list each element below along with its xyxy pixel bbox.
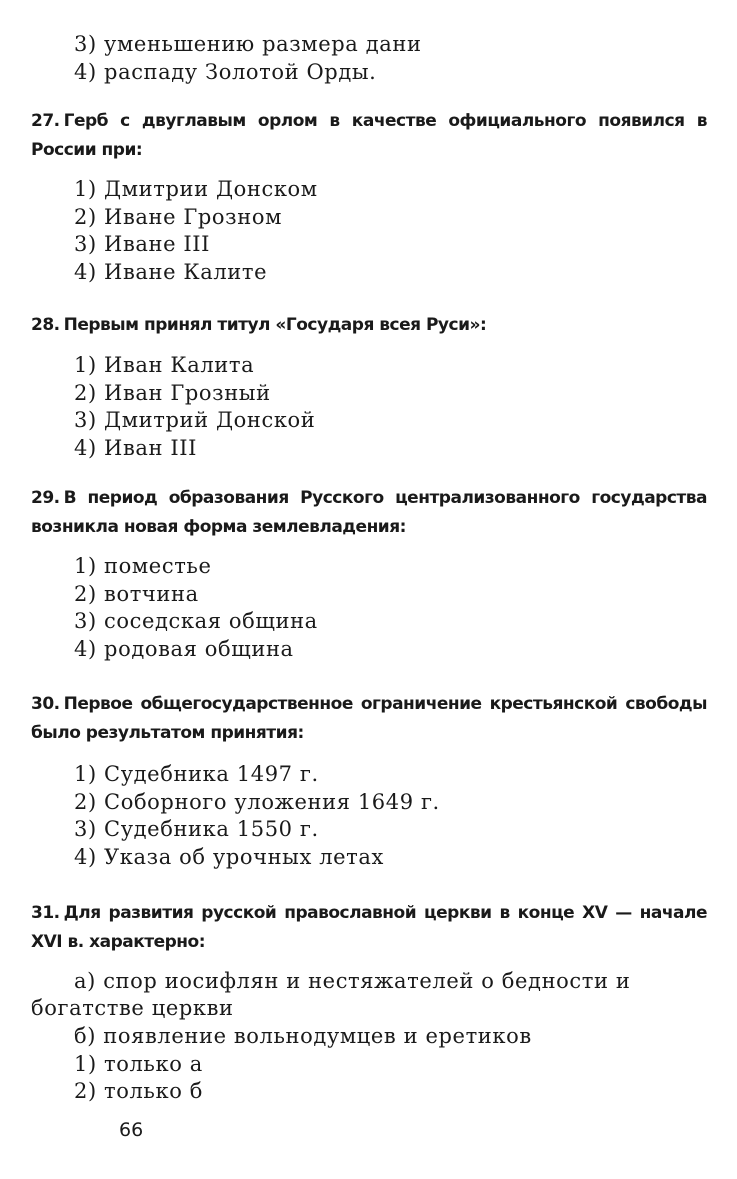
question-31-options <box>74 1023 532 1106</box>
question-number: 30. <box>31 694 60 714</box>
option: 2) Иване Грозном <box>74 204 283 229</box>
question-28-options <box>74 352 315 462</box>
question-28 <box>31 311 707 340</box>
option: 1) поместье <box>74 554 212 578</box>
question-number: 27. <box>31 111 60 131</box>
option: 2) только б <box>74 1079 203 1103</box>
prev-question-options <box>74 31 422 86</box>
option: 4) родовая община <box>74 636 294 661</box>
option: 2) Соборного уложения 1649 г. <box>74 789 440 814</box>
option: 3) соседская община <box>74 609 318 633</box>
option: 4) Иване Калите <box>74 259 268 284</box>
question-31 <box>31 899 707 957</box>
option: 3) Дмитрий Донской <box>74 408 316 432</box>
question-27-options <box>74 176 318 286</box>
option: 1) Судебника 1497 г. <box>74 762 319 786</box>
option: 3) уменьшению размера дани <box>74 32 422 56</box>
question-29-options <box>74 553 318 663</box>
option: 1) только а <box>74 1051 203 1076</box>
question-27 <box>31 107 707 165</box>
option: 1) Иван Калита <box>74 353 255 377</box>
question-text: Первое общегосударственное ограничение крестьянской свободы было результатом принятия: <box>31 694 707 743</box>
question-text: В период образования Русского централизованного государства возникла новая форма землевладения: <box>31 488 707 537</box>
option: 1) Дмитрии Донском <box>74 177 318 201</box>
option: 2) Иван Грозный <box>74 380 271 405</box>
page-number: 66 <box>119 1119 144 1141</box>
statement-a: а) спор иосифлян и нестяжателей о бедности и богатстве церкви <box>31 969 631 1020</box>
option: 3) Судебника 1550 г. <box>74 817 319 841</box>
question-number: 28. <box>31 315 60 335</box>
question-30-options <box>74 761 440 871</box>
question-number: 31. <box>31 903 60 923</box>
option: 4) Указа об урочных летах <box>74 844 384 869</box>
option: 2) вотчина <box>74 581 199 606</box>
option: 3) Иване III <box>74 232 211 256</box>
question-29 <box>31 484 707 542</box>
statement-b: б) появление вольнодумцев и еретиков <box>74 1024 532 1048</box>
question-30 <box>31 690 707 748</box>
option: 4) Иван III <box>74 435 198 460</box>
option: 4) распаду Золотой Орды. <box>74 59 377 84</box>
question-number: 29. <box>31 488 60 508</box>
question-text: Герб с двуглавым орлом в качестве официального появился в России при: <box>31 111 707 160</box>
question-text: Для развития русской православной церкви в конце XV — начале XVI в. характерно: <box>31 903 707 952</box>
question-text: Первым принял титул «Государя всея Руси»: <box>63 315 487 335</box>
